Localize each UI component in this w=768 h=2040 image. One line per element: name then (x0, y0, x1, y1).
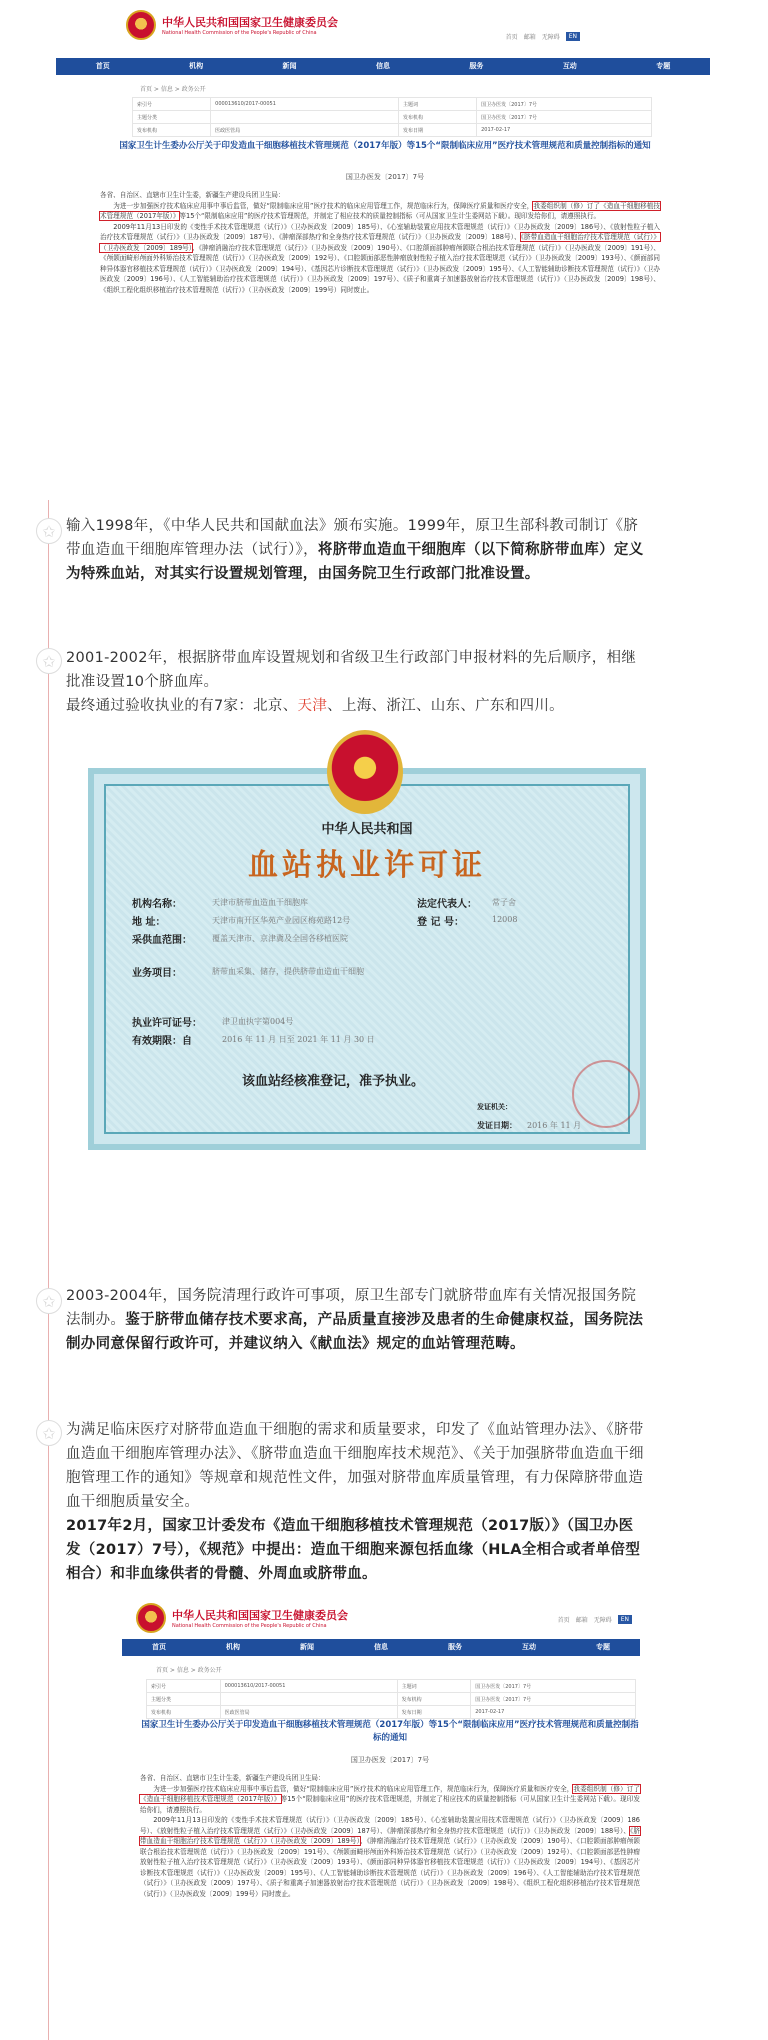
cert-approval: 该血站经核准登记，准予执业。 (242, 1074, 425, 1089)
toplink-mail[interactable]: 邮箱 (523, 34, 536, 41)
toplink-english[interactable]: EN (566, 32, 580, 41)
article-para-3: 2003-2004年，国务院清理行政许可事项，原卫生部专门就脐带血库有关情况报国务院法制办。鉴于脐带血储存技术要求高，产品质量直接涉及患者的生命健康权益，国务院法制办同意保留行政许可，并建议纳入《献血法》规定的血站管理范畴。 (66, 1288, 644, 1352)
nav-org[interactable]: 机构 (189, 62, 204, 70)
nav-service[interactable]: 服务 (469, 62, 484, 70)
breadcrumb: 首页 > 信息 > 政务公开 (140, 86, 206, 93)
star-icon: ✩ (36, 648, 62, 674)
cert-scope-value: 覆盖天津市、京津冀及全国各移植医院 (212, 934, 348, 943)
cert-legal-value: 常子舍 (492, 898, 516, 907)
doc-meta-table: 索引号 000013610/2017-00051 主题词 国卫办医发〔2017〕7号 主题分类 发布机构 国卫办医发〔2017〕7号 发布机构 医政医管局 发布日期 2017-02-17 (132, 97, 652, 137)
cert-nation: 中华人民共和国 (321, 822, 413, 837)
doc-number: 国卫办医发〔2017〕7号 (345, 173, 425, 181)
blood-station-license-image (82, 730, 652, 1160)
timeline-line (48, 500, 49, 2040)
article-para-4: 为满足临床医疗对脐带血造血干细胞的需求和质量要求，印发了《血站管理办法》、《脐带血造血干细胞库管理办法》、《脐带血造血干细胞库技术规范》、《关于加强脐带血造血干细胞管理工作的通知》等规章和规范性文件，加强对脐带血库质量管理，有力保障脐带血造血干细胞质量安全。 2017年2月，国家卫计委发布《造血干细胞移植技术管理规范（2017版）》（国卫办医发（2017）7号），《规范》中提出：造血干细胞来源包括血缘（HLA全相合或者单倍型相合）和非血缘供者的骨髓、外周血或脐带血。 (66, 1422, 644, 1582)
site-name-en: National Health Commission of the People's Republic of China (162, 30, 317, 36)
cert-date-value: 2016 年 11 月 (527, 1121, 582, 1130)
cert-valid-label: 有效期限：自 (132, 1036, 192, 1047)
nav-interact[interactable]: 互动 (522, 1643, 536, 1651)
article-para-1: 输入1998年，《中华人民共和国献血法》颁布实施。1999年，原卫生部科教司制订《脐带血造血干细胞库管理办法（试行）》，将脐带血造血干细胞库（以下简称脐带血库）定义为特殊血站，对其实行设置规划管理，由国务院卫生行政部门批准设置。 (66, 518, 644, 582)
nav-home[interactable]: 首页 (152, 1643, 166, 1651)
main-nav (56, 58, 710, 75)
toplink-english[interactable]: EN (618, 1615, 632, 1624)
highlight-box-1: 我委组织制（修）订了《造血干细胞移植技术管理规范（2017年版）》 (100, 201, 660, 220)
cert-license-value: 津卫血执字第004号 (222, 1017, 294, 1026)
site-name-cn: 中华人民共和国国家卫生健康委员会 (172, 1609, 348, 1622)
doc-title: 国家卫生计生委办公厅关于印发造血干细胞移植技术管理规范（2017年版）等15个“限制临床应用”医疗技术管理规范和质量控制指标的通知 (141, 1720, 639, 1743)
official-seal-icon (572, 1060, 640, 1128)
toplink-home[interactable]: 首页 (505, 34, 518, 41)
cert-reg-value: 12008 (492, 915, 518, 924)
cert-reg-label: 登 记 号： (417, 917, 464, 928)
star-icon: ✩ (36, 1420, 62, 1446)
highlight-box-2: 《脐带血造血干细胞治疗技术管理规范（试行）》（卫办医政发〔2009〕189号） (140, 1826, 641, 1845)
nav-topics[interactable]: 专题 (656, 62, 671, 70)
highlight-box-1: 我委组织制（修）订了《造血干细胞移植技术管理规范（2017年版）》 (140, 1784, 640, 1803)
gov-screenshot-bottom (60, 1595, 660, 2035)
article-para-2: 2001-2002年，根据脐带血库设置规划和省级卫生行政部门申报材料的先后顺序，相继批准设置10个脐血库。 最终通过验收执业的有7家：北京、天津、上海、浙江、山东、广东和四川。 (66, 650, 637, 714)
cert-org-label: 机构名称： (132, 899, 182, 910)
cert-addr-label: 地 址： (132, 917, 166, 928)
national-emblem-icon (327, 730, 403, 814)
nav-info[interactable]: 信息 (374, 1643, 388, 1651)
nav-info[interactable]: 信息 (375, 62, 390, 70)
site-name-en: National Health Commission of the People's Republic of China (172, 1623, 327, 1629)
breadcrumb: 首页 > 信息 > 政务公开 (156, 1667, 222, 1674)
toplink-mail[interactable]: 邮箱 (575, 1617, 588, 1624)
nav-service[interactable]: 服务 (448, 1643, 462, 1651)
nav-interact[interactable]: 互动 (562, 62, 577, 70)
nav-news[interactable]: 新闻 (282, 62, 297, 70)
highlight-box-2: 《脐带血造血干细胞治疗技术管理规范（试行）》（卫办医政发〔2009〕189号） (100, 233, 660, 252)
toplink-accessibility[interactable]: 无障碍 (541, 34, 560, 41)
star-icon: ✩ (36, 518, 62, 544)
doc-number: 国卫办医发〔2017〕7号 (350, 1756, 430, 1764)
cert-legal-label: 法定代表人： (417, 899, 477, 910)
cert-title: 血站执业许可证 (248, 848, 486, 883)
nav-topics[interactable]: 专题 (596, 1643, 610, 1651)
site-logo[interactable] (126, 10, 338, 40)
toplink-accessibility[interactable]: 无障碍 (593, 1617, 612, 1624)
national-emblem-icon (136, 1603, 166, 1633)
doc-body: 各省、自治区、直辖市卫生计生委，新疆生产建设兵团卫生局： 为进一步加强医疗技术临床应用事中事后监管，做好“限制临床应用”医疗技术的临床应用管理工作，规范临床行为，保障医疗质量和医疗安全，我委组织制（修）订了《造血干细胞移植技术管理规范（2017年版）》等15个“限制临床应用”的医疗技术管理规范，并制定了相应技术的质量控制指标（可从国家卫生计生委网站下载）。现印发给你们，请遵照执行。 2009年11月13日印发的《变性手术技术管理规范（试行）》（卫办医政发〔2009〕185号）、《心室辅助装置应用技术管理规范（试行）》（卫办医政发〔2009〕186号）、《放射性粒子植入治疗技术管理规范（试行）》（卫办医政发〔2009〕187号）、《肿瘤深部热疗和全身热疗技术管理规范（试行）》（卫办医政发〔2009〕188号）、《脐带血造血干细胞治疗技术管理规范（试行）》（卫办医政发〔2009〕189号）、《肿瘤消融治疗技术管理规范（试行）》（卫办医政发〔2009〕190号）、《口腔颌面部肿瘤颅颌联合根治技术管理规范（试行）》（卫办医政发〔2009〕191号）、《颅颌面畸形颅面外科矫治技术管理规范（试行）》（卫办医政发〔2009〕192号）、《口腔颌面部恶性肿瘤放射性粒子植入治疗技术管理规范（试行）》（卫办医政发〔2009〕193号）、《颜面部同种异体器官移植技术管理规范（试行）》（卫办医政发〔2009〕194号）、《基因芯片诊断技术管理规范（试行）》（卫办医政发〔2009〕195号）、《人工智能辅助诊断技术管理规范（试行）》（卫办医政发〔2009〕196号）、《人工智能辅助治疗技术管理规范（试行）》（卫办医政发〔2009〕197号）、《质子和重离子加速器放射治疗技术管理规范（试行）》（卫办医政发〔2009〕198号）、《组织工程化组织移植治疗技术管理规范（试行）》（卫办医政发〔2009〕199号）同时废止。 (100, 191, 660, 294)
doc-title: 国家卫生计生委办公厅关于印发造血干细胞移植技术管理规范（2017年版）等15个“限制临床应用”医疗技术管理规范和质量控制指标的通知 (119, 141, 651, 151)
site-logo[interactable] (136, 1603, 348, 1633)
cert-issuer-label: 发证机关： (477, 1102, 512, 1111)
cert-date-label: 发证日期： (477, 1120, 517, 1130)
cert-scope-label: 采供血范围： (132, 935, 192, 946)
cert-org-value: 天津市脐带血造血干细胞库 (212, 898, 308, 907)
main-nav (122, 1639, 640, 1656)
cert-license-label: 执业许可证号： (132, 1018, 202, 1029)
nav-news[interactable]: 新闻 (300, 1643, 314, 1651)
national-emblem-icon (126, 10, 156, 40)
toplink-home[interactable]: 首页 (557, 1617, 570, 1624)
nav-home[interactable]: 首页 (95, 62, 110, 70)
nav-org[interactable]: 机构 (226, 1643, 240, 1651)
cert-valid-value: 2016 年 11 月 日至 2021 年 11 月 30 日 (222, 1035, 375, 1044)
site-name-cn: 中华人民共和国国家卫生健康委员会 (162, 16, 338, 29)
doc-meta-table: 索引号 000013610/2017-00051 主题词 国卫办医发〔2017〕7号 主题分类 发布机构 国卫办医发〔2017〕7号 发布机构 医政医管局 发布日期 2017-02-17 (146, 1679, 636, 1719)
star-icon: ✩ (36, 1288, 62, 1314)
gov-screenshot-top (60, 0, 671, 470)
cert-addr-value: 天津市南开区华苑产业园区梅苑路12号 (212, 916, 351, 925)
doc-body: 各省、自治区、直辖市卫生计生委，新疆生产建设兵团卫生局： 为进一步加强医疗技术临床应用事中事后监管，做好“限制临床应用”医疗技术的临床应用管理工作，规范临床行为，保障医疗质量和医疗安全，我委组织制（修）订了《造血干细胞移植技术管理规范（2017年版）》等15个“限制临床应用”的医疗技术管理规范，并制定了相应技术的质量控制指标（可从国家卫生计生委网站下载）。现印发给你们，请遵照执行。 2009年11月13日印发的《变性手术技术管理规范（试行）》（卫办医政发〔2009〕185号）、《心室辅助装置应用技术管理规范（试行）》（卫办医政发〔2009〕186号）、《放射性粒子植入治疗技术管理规范（试行）》（卫办医政发〔2009〕187号）、《肿瘤深部热疗和全身热疗技术管理规范（试行）》（卫办医政发〔2009〕188号）、《脐带血造血干细胞治疗技术管理规范（试行）》（卫办医政发〔2009〕189号）、《肿瘤消融治疗技术管理规范（试行）》（卫办医政发〔2009〕190号）、《口腔颌面部肿瘤颅颌联合根治技术管理规范（试行）》（卫办医政发〔2009〕191号）、《颅颌面畸形颅面外科矫治技术管理规范（试行）》（卫办医政发〔2009〕192号）、《口腔颌面部恶性肿瘤放射性粒子植入治疗技术管理规范（试行）》（卫办医政发〔2009〕193号）、《颜面部同种异体器官移植技术管理规范（试行）》（卫办医政发〔2009〕194号）、《基因芯片诊断技术管理规范（试行）》（卫办医政发〔2009〕195号）、《人工智能辅助诊断技术管理规范（试行）》（卫办医政发〔2009〕196号）、《人工智能辅助治疗技术管理规范（试行）》（卫办医政发〔2009〕197号）、《质子和重离子加速器放射治疗技术管理规范（试行）》（卫办医政发〔2009〕198号）、《组织工程化组织移植治疗技术管理规范（试行）》（卫办医政发〔2009〕199号）同时废止。 (140, 1774, 641, 1898)
cert-business-label: 业务项目： (132, 968, 182, 979)
cert-business-value: 脐带血采集、储存，提供脐带血造血干细胞 (212, 967, 364, 976)
